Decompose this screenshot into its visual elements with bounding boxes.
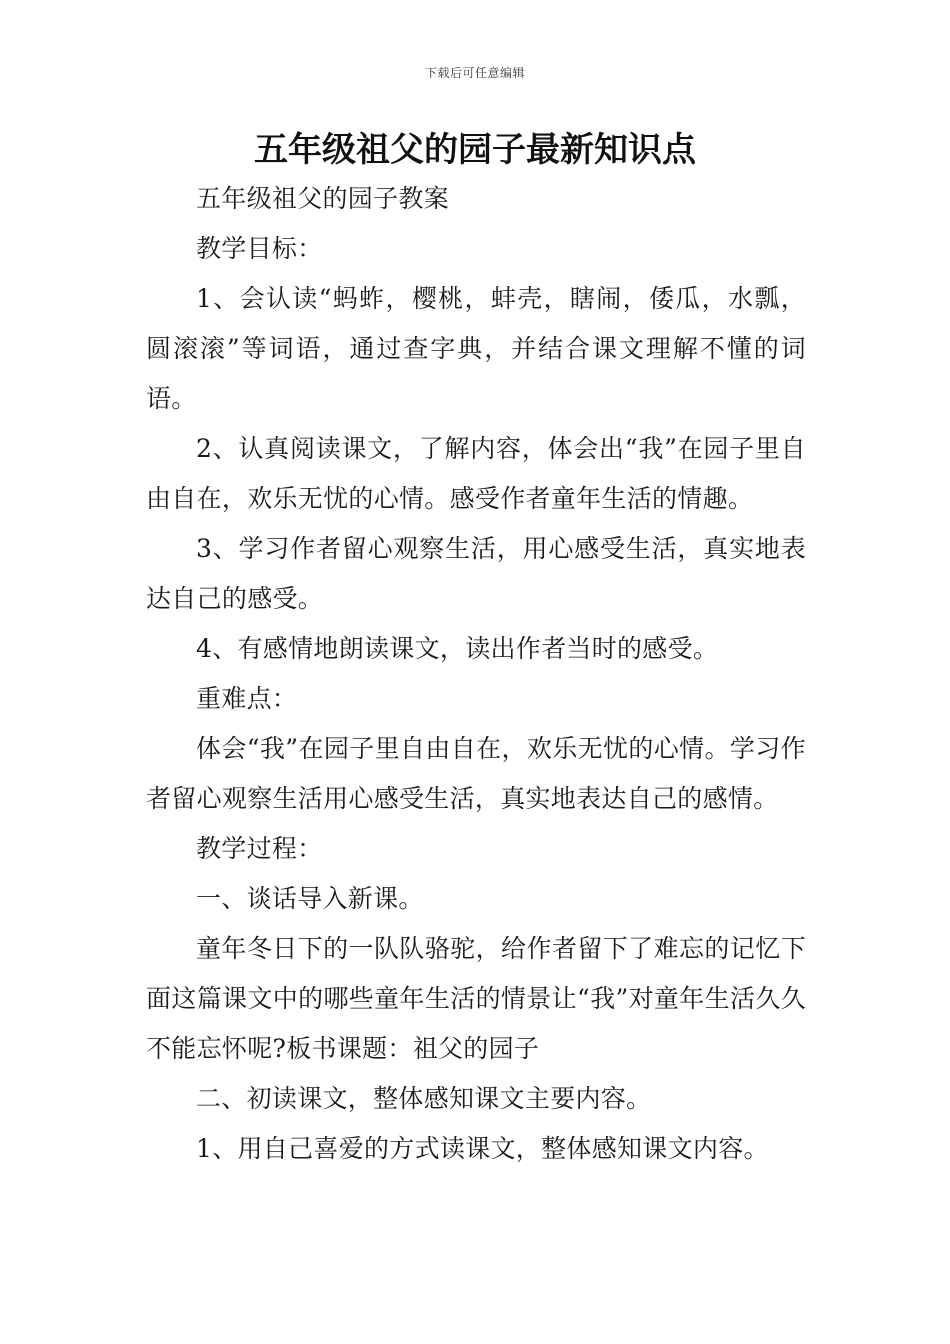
document-title: 五年级祖父的园子最新知识点 (254, 130, 696, 170)
paragraph-goal-1: 1、会认读“蚂蚱，樱桃，蚌壳，瞎闹，倭瓜，水瓢，圆滚滚”等词语，通过查字典，并结合课文理解不懂的词语。 (146, 284, 806, 413)
paragraph-key-points: 体会“我”在园子里自由自在，欢乐无忧的心情。学习作者留心观察生活用心感受生活，真实地表达自己的感情。 (146, 734, 806, 813)
document-body (146, 174, 806, 1174)
paragraph-step-2-heading: 二、初读课文，整体感知课文主要内容。 (196, 1084, 652, 1113)
paragraph-lesson-plan-title: 五年级祖父的园子教案 (196, 184, 450, 213)
paragraph-key-points-heading: 重难点： (196, 684, 298, 713)
paragraph-goal-4: 4、有感情地朗读课文，读出作者当时的感受。 (196, 634, 719, 663)
paragraph-step-2-item-1: 1、用自己喜爱的方式读课文，整体感知课文内容。 (196, 1134, 769, 1163)
paragraph-goals-heading: 教学目标： (196, 234, 323, 263)
paragraph-step-1-text: 童年冬日下的一队队骆驼，给作者留下了难忘的记忆下面这篇课文中的哪些童年生活的情景让“我”对童年生活久久不能忘怀呢?板书课题：祖父的园子 (146, 934, 806, 1063)
header-note: 下载后可任意编辑 (424, 66, 525, 80)
paragraph-step-1-heading: 一、谈话导入新课。 (196, 884, 424, 913)
paragraph-process-heading: 教学过程： (196, 834, 323, 863)
paragraph-goal-3: 3、学习作者留心观察生活，用心感受生活，真实地表达自己的感受。 (146, 534, 806, 613)
paragraph-goal-2: 2、认真阅读课文，了解内容，体会出“我”在园子里自由自在，欢乐无忧的心情。感受作者童年生活的情趣。 (146, 434, 806, 513)
